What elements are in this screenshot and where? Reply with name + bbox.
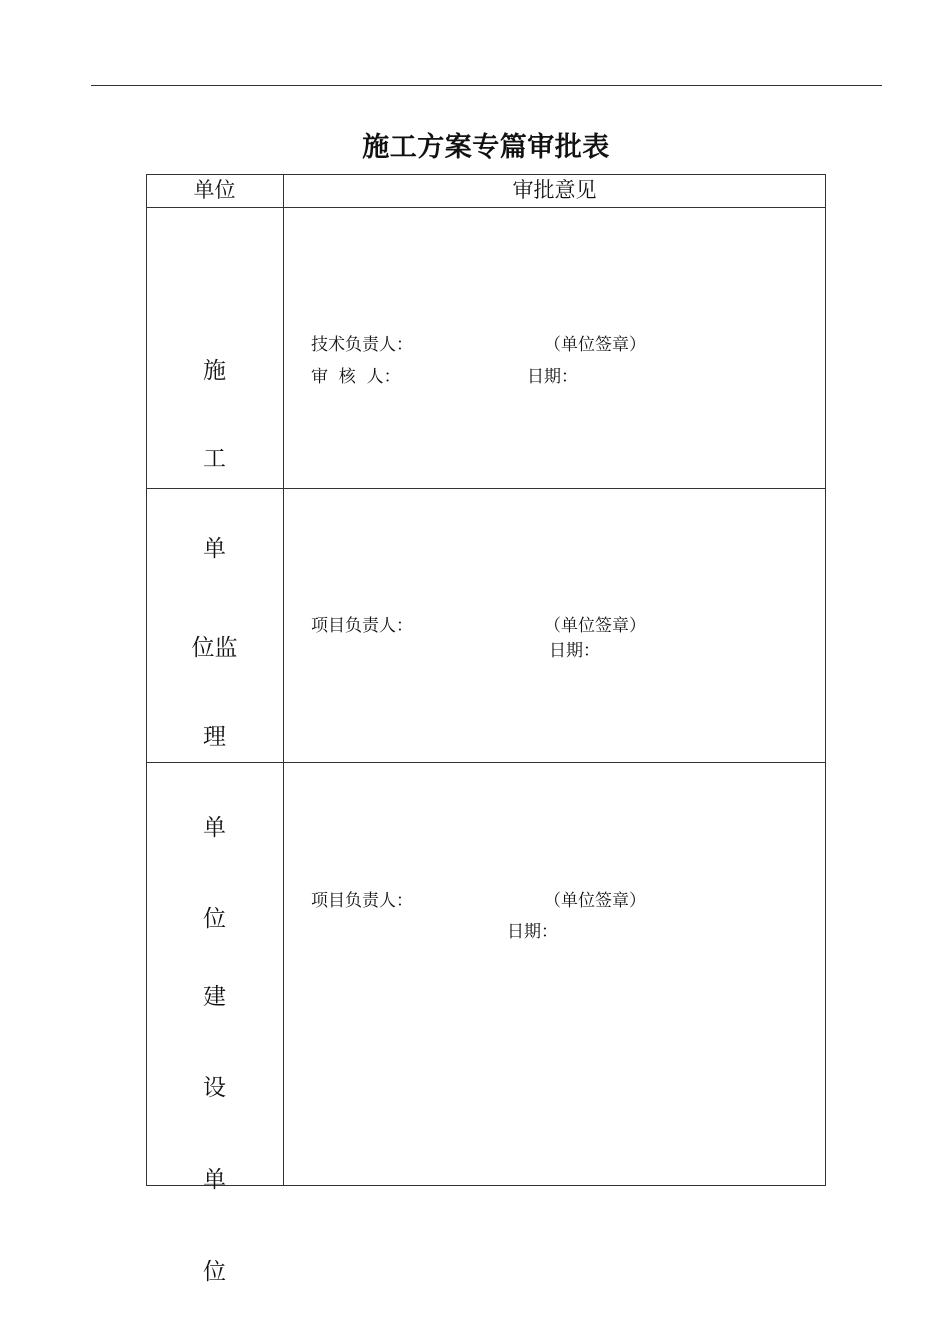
seal-label: （单位签章） — [544, 335, 646, 355]
unit-char: 位 — [203, 906, 226, 932]
project-lead-label: 项目负责人： — [311, 891, 413, 911]
document-title: 施工方案专篇审批表 — [362, 132, 610, 163]
unit-char: 位 — [203, 1259, 226, 1285]
seal-label: （单位签章） — [544, 891, 646, 911]
row-divider-supervision — [146, 762, 826, 763]
header-rule — [91, 85, 882, 86]
row-divider-header — [146, 207, 826, 208]
approval-table — [146, 174, 826, 1186]
unit-char: 建 — [203, 984, 226, 1010]
project-lead-label: 项目负责人： — [311, 616, 413, 636]
header-opinion: 审批意见 — [512, 178, 597, 202]
date-label: 日期： — [527, 367, 578, 387]
unit-char: 理 — [203, 724, 226, 750]
header-unit: 单位 — [193, 178, 236, 202]
unit-char: 位监 — [191, 635, 238, 661]
unit-char: 工 — [203, 446, 226, 472]
seal-label: （单位签章） — [544, 616, 646, 636]
unit-char: 单 — [203, 815, 226, 841]
unit-char: 设 — [203, 1075, 226, 1101]
tech-lead-label: 技术负责人： — [311, 335, 413, 355]
column-divider — [283, 174, 284, 1186]
row-divider-construction — [146, 488, 826, 489]
reviewer-label: 审 核 人： — [311, 367, 401, 387]
unit-char: 施 — [203, 358, 226, 384]
unit-char: 单 — [203, 1167, 226, 1193]
date-label: 日期： — [507, 922, 558, 942]
date-label: 日期： — [549, 641, 600, 661]
unit-char: 单 — [203, 536, 226, 562]
